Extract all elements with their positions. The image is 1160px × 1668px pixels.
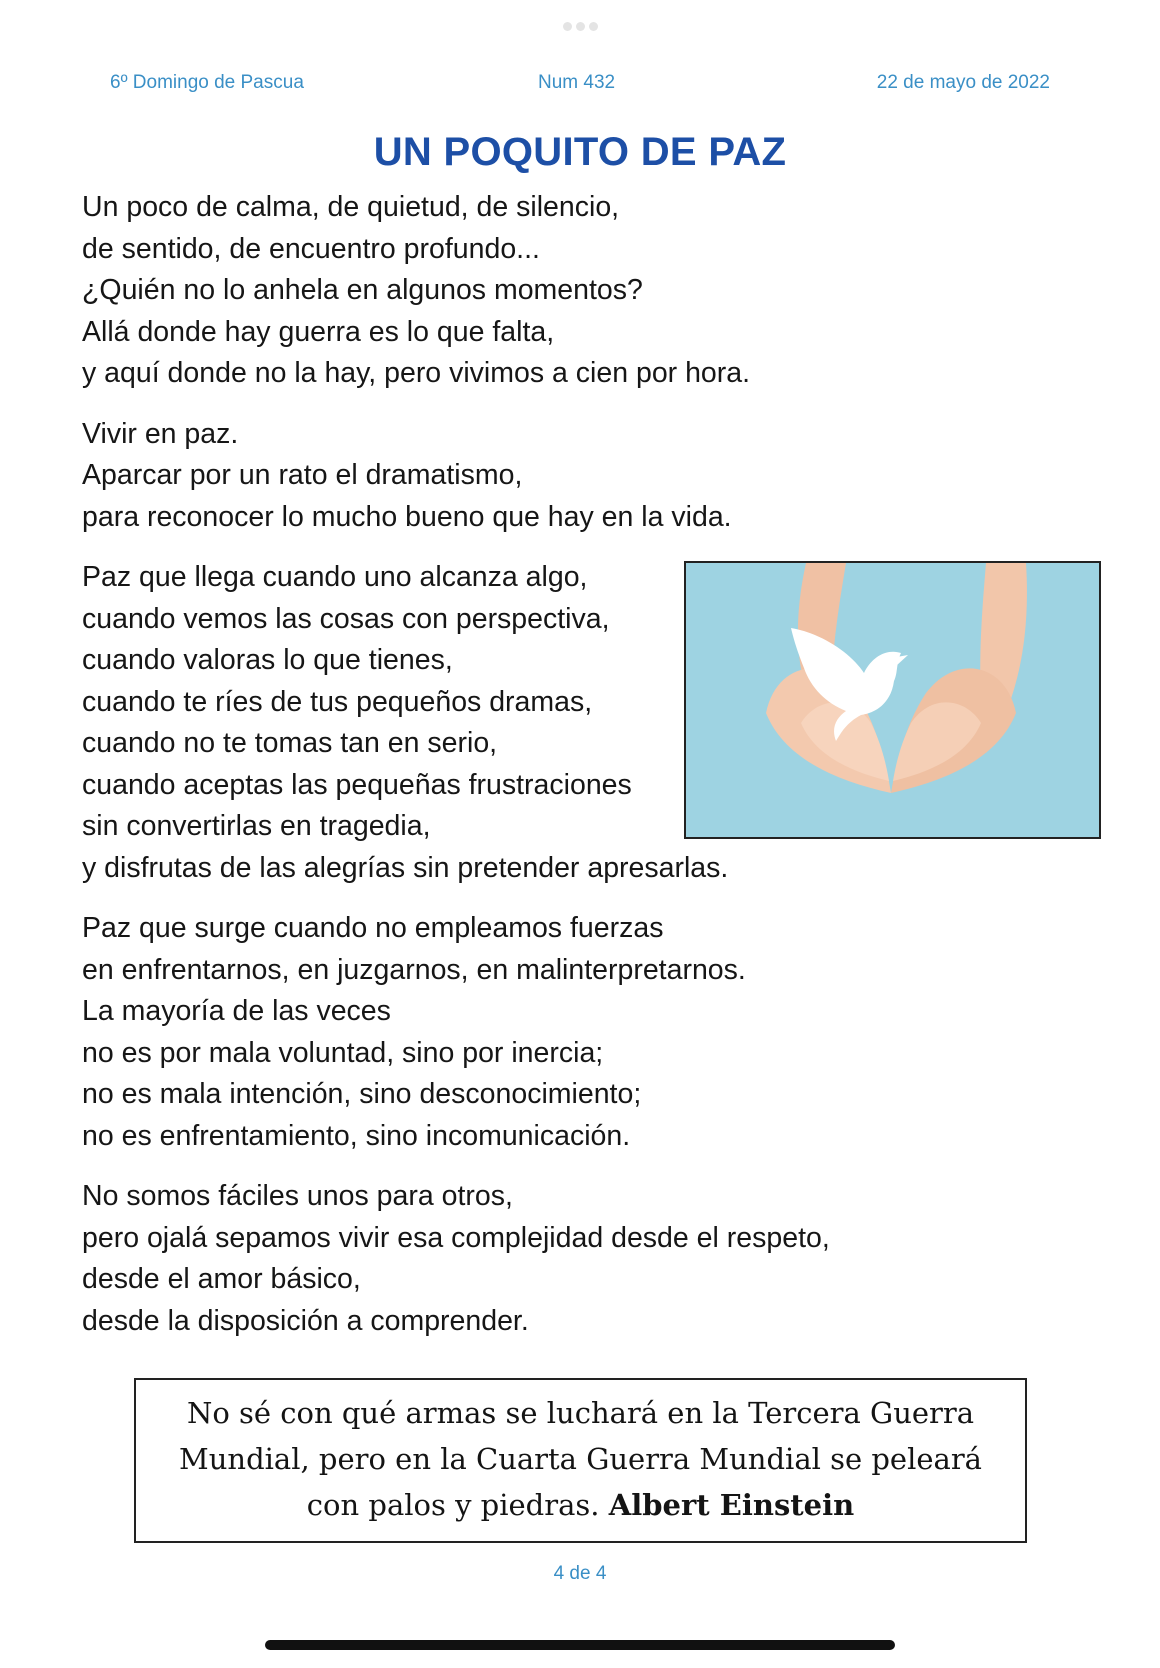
poem-line: Vivir en paz. (82, 417, 239, 450)
poem-line: desde el amor básico, (82, 1263, 361, 1295)
page-title: UN POQUITO DE PAZ (373, 130, 787, 174)
poem-line: cuando te ríes de tus pequeños dramas, (82, 685, 593, 718)
poem-stanza (82, 1176, 1082, 1342)
header-issue-number: Num 432 (538, 72, 616, 93)
header-liturgical-date: 6º Domingo de Pascua (110, 72, 304, 93)
poem-line: de sentido, de encuentro profundo... (82, 232, 540, 265)
poem-line: cuando valoras lo que tienes, (82, 644, 453, 676)
poem-line: para reconocer lo mucho bueno que hay en la vida. (82, 500, 732, 533)
poem-stanza (82, 908, 1082, 1157)
poem-line: y aquí donde no la hay, pero vivimos a cien por hora. (82, 357, 751, 389)
dove-illustration (686, 563, 1099, 837)
poem-line: Allá donde hay guerra es lo que falta, (82, 315, 555, 348)
quote-text: No sé con qué armas se luchará en la Tercera Guerra Mundial, pero en la Cuarta Guerra Mundial se peleará con palos y piedras. (179, 1396, 982, 1522)
header-date: 22 de mayo de 2022 (876, 72, 1050, 93)
page-header (110, 72, 1050, 98)
poem-line: No somos fáciles unos para otros, (82, 1180, 513, 1212)
poem-line: desde la disposición a comprender. (82, 1304, 529, 1337)
poem-line: no es por mala voluntad, sino por inercia; (82, 1036, 604, 1069)
poem-line: en enfrentarnos, en juzgarnos, en malinterpretarnos. (82, 953, 746, 986)
einstein-quote-box (134, 1378, 1027, 1543)
poem-line: La mayoría de las veces (82, 995, 391, 1027)
poem-line: cuando aceptas las pequeñas frustraciones (82, 768, 632, 801)
poem-line: no es enfrentamiento, sino incomunicación. (82, 1119, 631, 1152)
poem-line: Paz que surge cuando no empleamos fuerzas (82, 912, 664, 944)
page-indicator-dots (0, 18, 1160, 36)
poem-line: Aparcar por un rato el dramatismo, (82, 459, 523, 491)
poem-line: no es mala intención, sino desconocimiento; (82, 1078, 642, 1110)
poem-line: pero ojalá sepamos vivir esa complejidad desde el respeto, (82, 1221, 830, 1254)
poem-line: y disfrutas de las alegrías sin pretender apresarlas. (82, 851, 729, 884)
poem-line: Paz que llega cuando uno alcanza algo, (82, 561, 588, 593)
poem-stanza (82, 187, 1082, 395)
poem-line: sin convertirlas en tragedia, (82, 810, 431, 842)
page-number: 4 de 4 (553, 1563, 607, 1584)
poem-line: cuando vemos las cosas con perspectiva, (82, 602, 610, 635)
home-indicator-bar[interactable] (265, 1640, 895, 1650)
poem-line: cuando no te tomas tan en serio, (82, 727, 498, 759)
poem-stanza (82, 414, 1082, 539)
hands-dove-image (684, 561, 1101, 839)
quote-author: Albert Einstein (608, 1488, 855, 1522)
poem-line: Un poco de calma, de quietud, de silencio, (82, 191, 620, 223)
poem-line: ¿Quién no lo anhela en algunos momentos? (82, 274, 643, 306)
